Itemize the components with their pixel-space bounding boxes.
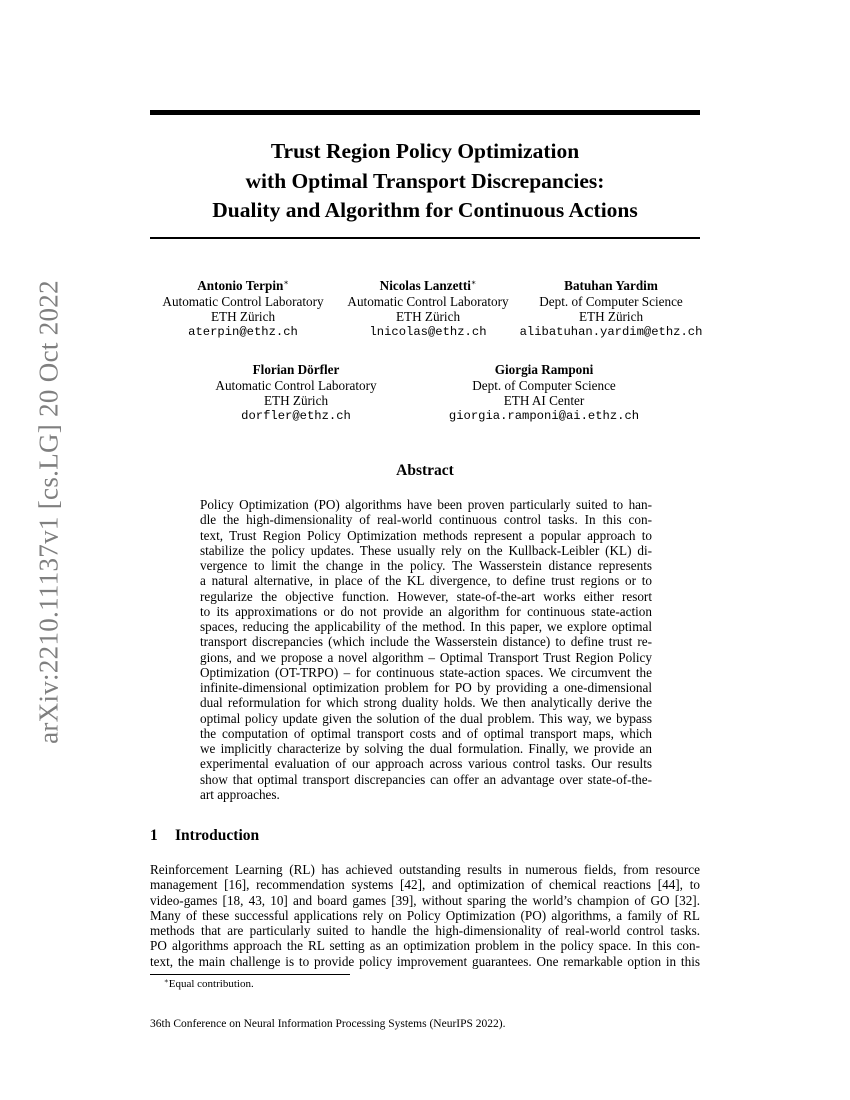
abstract-line: spaces, reducing the applicability of the method. In this paper, we explore optimal [200, 619, 652, 634]
abstract-line: a natural alternative, in place of the KL divergence, to define trust regions or to [200, 573, 652, 589]
author-block [347, 278, 508, 340]
abstract-line: we implicitly characterize by solving the dual formulation. Finally, we provide an [200, 741, 652, 756]
author-email[interactable]: dorfler@ethz.ch [241, 408, 351, 423]
abstract-body [200, 497, 652, 802]
title-line: Duality and Algorithm for Continuous Actions [212, 198, 638, 222]
abstract-line: regularize the objective function. However, state-of-the-art works either resort [200, 588, 652, 604]
author-institution: ETH Zürich [578, 309, 644, 324]
abstract-line: the computation of optimal transport costs and of optimal transport maps, which [200, 725, 652, 741]
abstract-line: art approaches. [200, 786, 280, 802]
body-line: Reinforcement Learning (RL) has achieved outstanding results in numerous fields, from resource [150, 862, 700, 877]
section-number: 1 [150, 827, 158, 844]
abstract-line: transport discrepancies (which include the Wasserstein distance) to define trust re- [200, 634, 652, 650]
body-line: PO algorithms approach the RL setting as an optimization problem in the policy space. In this con- [150, 938, 700, 954]
body-line: video-games [18, 43, 10] and board games [39], without sparing the world’s champion of GO [32]. [150, 892, 700, 908]
abstract-line: text, Trust Region Policy Optimization methods represent a popular approach to [200, 527, 652, 543]
abstract-line: infinite-dimensional optimization problem for PO by providing a one-dimensional [200, 680, 652, 695]
author-name: Nicolas Lanzetti∗ [379, 278, 477, 293]
author-affiliation: Automatic Control Laboratory [162, 293, 324, 309]
abstract-line: show that optimal transport discrepancies can offer an advantage over state-of-the- [200, 771, 652, 787]
abstract-line: Policy Optimization (PO) algorithms have been proven particularly suited to han- [200, 497, 652, 512]
author-affiliation: Dept. of Computer Science [472, 377, 616, 393]
author-name: Giorgia Ramponi [494, 362, 594, 377]
body-line: methods that are particularly suited to handle the high-dimensionality of real-world control tasks. [150, 923, 700, 938]
abstract-line: dle the high-dimensionality of real-world continuous control tasks. In this con- [200, 512, 652, 528]
footnote [164, 978, 254, 990]
introduction-body [150, 862, 700, 969]
paper-title [150, 137, 700, 226]
author-institution: ETH Zürich [263, 393, 329, 408]
body-line: text, the main challenge is to provide policy improvement guarantees. One remarkable option in this [150, 953, 700, 969]
section-heading [150, 827, 259, 845]
author-institution: ETH Zürich [395, 309, 461, 324]
title-top-rule [150, 110, 700, 115]
abstract-line: experimental evaluation of our approach across various control tasks. Our results [200, 756, 652, 772]
author-block [449, 362, 639, 424]
footnote-rule [150, 974, 350, 975]
body-line: Many of these successful applications rely on Policy Optimization (PO) algorithms, a family of RL [150, 907, 700, 923]
body-line: management [16], recommendation systems [42], and optimization of chemical reactions [44], to [150, 877, 700, 893]
abstract-line: vergence to limit the change in the policy. The Wasserstein distance represents [200, 558, 652, 573]
author-name: Batuhan Yardim [564, 278, 658, 293]
abstract-heading: Abstract [396, 462, 454, 479]
author-affiliation: Dept. of Computer Science [539, 293, 683, 309]
abstract-line: gions, and we propose a novel algorithm – Optimal Transport Trust Region Policy [200, 649, 652, 665]
author-block [520, 278, 703, 340]
author-email[interactable]: lnicolas@ethz.ch [369, 324, 487, 339]
abstract-line: stabilize the policy updates. These usually rely on the Kullback-Leibler (KL) di- [200, 542, 652, 558]
author-affiliation: Automatic Control Laboratory [347, 293, 509, 309]
footnote-text: Equal contribution. [168, 978, 254, 990]
abstract-line: optimal policy update given the solution of the dual problem. This way, we bypass [200, 710, 652, 726]
title-bottom-rule [150, 237, 700, 239]
author-name: Florian Dörfler [252, 362, 340, 377]
author-affiliation: Automatic Control Laboratory [215, 377, 377, 393]
author-block [215, 362, 376, 424]
author-email[interactable]: aterpin@ethz.ch [188, 324, 298, 339]
abstract-line: Optimization (OT-TRPO) – for continuous state-action spaces. We circumvent the [200, 664, 652, 680]
author-email[interactable]: giorgia.ramponi@ai.ethz.ch [448, 408, 640, 423]
section-title: Introduction [175, 827, 260, 844]
title-line: with Optimal Transport Discrepancies: [245, 168, 605, 193]
author-institution: ETH AI Center [503, 393, 585, 408]
venue-note: 36th Conference on Neural Information Processing Systems (NeurIPS 2022). [150, 1018, 506, 1030]
footnote-mark: ∗ [164, 977, 169, 985]
author-name: Antonio Terpin∗ [197, 278, 289, 293]
author-institution: ETH Zürich [210, 309, 276, 324]
arxiv-stamp: arXiv:2210.11137v1 [cs.LG] 20 Oct 2022 [33, 280, 64, 744]
title-line: Trust Region Policy Optimization [270, 139, 580, 163]
abstract-line: to its approximations or do not provide an algorithm for continuous state-action [200, 603, 652, 619]
author-block [162, 278, 323, 340]
author-email[interactable]: alibatuhan.yardim@ethz.ch [519, 324, 703, 339]
abstract-line: dual reformulation for which strong duality holds. We then analytically derive the [200, 695, 652, 711]
